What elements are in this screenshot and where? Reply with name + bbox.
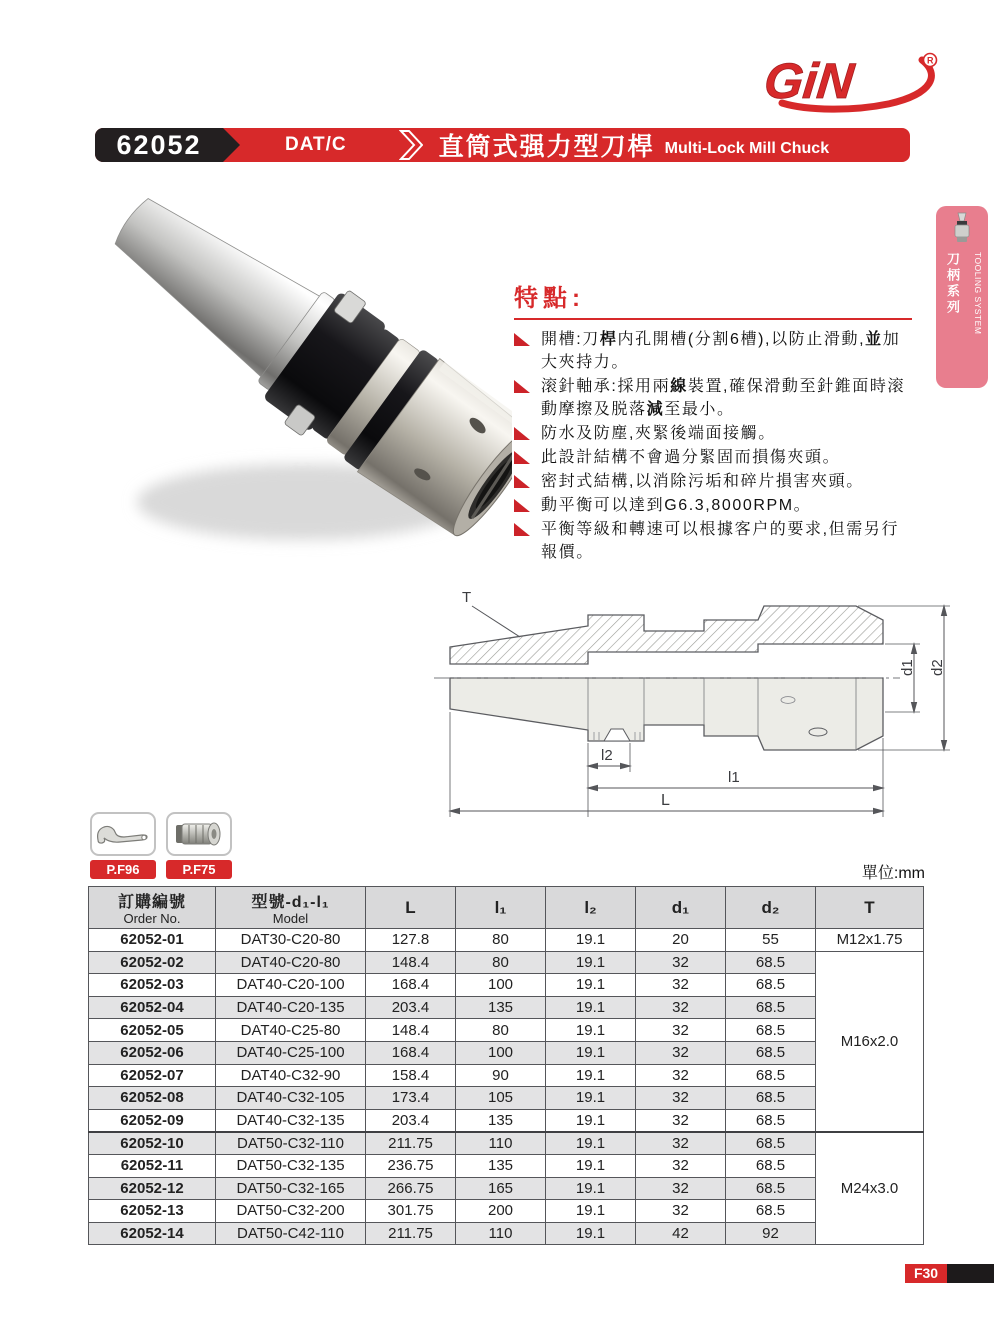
cell-model: DAT40-C20-80	[216, 951, 366, 974]
dim-label-d2: d2	[929, 659, 946, 676]
feature-text-segment: 至最小。	[664, 401, 735, 418]
col-header-L: L	[366, 887, 456, 929]
cell-d2: 68.5	[726, 1041, 816, 1064]
dim-label-d1: d1	[899, 659, 916, 676]
cell-d1: 32	[636, 1154, 726, 1177]
cell-order: 62052-14	[89, 1222, 216, 1245]
cell-order: 62052-01	[89, 929, 216, 952]
table-row	[89, 1177, 924, 1200]
technical-drawing	[428, 582, 963, 832]
feature-list	[514, 328, 912, 564]
cell-d1: 32	[636, 1177, 726, 1200]
cell-d2: 68.5	[726, 1109, 816, 1132]
cell-l1: 100	[456, 1041, 546, 1064]
cell-l2: 19.1	[546, 1177, 636, 1200]
cell-order: 62052-13	[89, 1200, 216, 1223]
cell-d1: 32	[636, 996, 726, 1019]
feature-item	[514, 518, 912, 564]
product-code-box	[95, 128, 223, 162]
table-row	[89, 1041, 924, 1064]
cell-L: 127.8	[366, 929, 456, 952]
table-row	[89, 1132, 924, 1155]
spec-table	[88, 886, 924, 1245]
header-bar	[95, 128, 910, 162]
accessory-page-ref-2: P.F75	[166, 860, 232, 879]
table-row	[89, 1087, 924, 1110]
cell-l2: 19.1	[546, 951, 636, 974]
cell-L: 211.75	[366, 1132, 456, 1155]
cell-d2: 68.5	[726, 1200, 816, 1223]
cell-L: 158.4	[366, 1064, 456, 1087]
cell-model: DAT50-C32-135	[216, 1154, 366, 1177]
cell-d2: 68.5	[726, 996, 816, 1019]
brand-logo-icon	[762, 48, 952, 126]
product-photo	[92, 172, 512, 580]
feature-item	[514, 422, 912, 445]
cell-L: 266.75	[366, 1177, 456, 1200]
cell-l2: 19.1	[546, 1154, 636, 1177]
side-tab-label-en: TOOLING SYSTEM	[973, 252, 983, 335]
cell-l1: 110	[456, 1132, 546, 1155]
spec-table-header-row	[89, 887, 924, 929]
table-row	[89, 974, 924, 997]
cell-order: 62052-12	[89, 1177, 216, 1200]
spec-table-body	[89, 929, 924, 1245]
feature-text-segment: 減	[646, 401, 665, 418]
cell-L: 173.4	[366, 1087, 456, 1110]
cell-l2: 19.1	[546, 1019, 636, 1042]
cell-d2: 68.5	[726, 1019, 816, 1042]
feature-item	[514, 494, 912, 517]
cell-model: DAT40-C32-90	[216, 1064, 366, 1087]
col-header-l2: l₂	[546, 887, 636, 929]
cell-model: DAT40-C20-135	[216, 996, 366, 1019]
accessory-thumb-collet	[166, 812, 232, 856]
dimension-drawing	[428, 582, 963, 832]
cell-model: DAT50-C32-165	[216, 1177, 366, 1200]
page-title-en: Multi-Lock Mill Chuck	[664, 139, 830, 157]
feature-item	[514, 375, 912, 421]
cell-l2: 19.1	[546, 929, 636, 952]
side-tab	[936, 206, 988, 388]
table-row	[89, 1154, 924, 1177]
cell-d2: 68.5	[726, 951, 816, 974]
table-row	[89, 1222, 924, 1245]
cell-order: 62052-07	[89, 1064, 216, 1087]
features-heading: 特點:	[514, 278, 912, 320]
table-row	[89, 1200, 924, 1223]
cell-l1: 80	[456, 929, 546, 952]
cell-l2: 19.1	[546, 974, 636, 997]
cell-l1: 110	[456, 1222, 546, 1245]
feature-text-segment: 動平衡可以達到G6.3,8000RPM。	[541, 497, 812, 514]
footer-bar	[947, 1264, 994, 1283]
cell-T: M12x1.75	[816, 929, 924, 952]
cell-l1: 135	[456, 1154, 546, 1177]
cell-d2: 68.5	[726, 1177, 816, 1200]
feature-text-segment: 桿	[599, 331, 618, 348]
cell-model: DAT40-C25-80	[216, 1019, 366, 1042]
feature-text-segment: 加大夾持力。	[541, 331, 901, 371]
unit-label: 單位:mm	[861, 865, 925, 882]
cell-l2: 19.1	[546, 1064, 636, 1087]
cell-order: 62052-04	[89, 996, 216, 1019]
cell-model: DAT50-C42-110	[216, 1222, 366, 1245]
cell-d1: 32	[636, 1087, 726, 1110]
cell-d1: 32	[636, 1109, 726, 1132]
cell-d1: 32	[636, 974, 726, 997]
table-row	[89, 1109, 924, 1132]
cell-L: 301.75	[366, 1200, 456, 1223]
feature-item	[514, 446, 912, 469]
cell-model: DAT40-C32-135	[216, 1109, 366, 1132]
feature-bullet-icon	[514, 475, 530, 488]
cell-d1: 20	[636, 929, 726, 952]
table-row	[89, 1064, 924, 1087]
accessory-page-ref-1: P.F96	[90, 860, 156, 879]
cell-d2: 68.5	[726, 1087, 816, 1110]
feature-item	[514, 470, 912, 493]
cell-d2: 92	[726, 1222, 816, 1245]
cell-T: M16x2.0	[816, 951, 924, 1132]
cell-d2: 68.5	[726, 1132, 816, 1155]
col-header-T: T	[816, 887, 924, 929]
cell-L: 148.4	[366, 951, 456, 974]
cell-l2: 19.1	[546, 1041, 636, 1064]
cell-order: 62052-02	[89, 951, 216, 974]
cell-l1: 105	[456, 1087, 546, 1110]
cell-l1: 80	[456, 951, 546, 974]
feature-text-segment: 並	[865, 331, 883, 348]
cell-order: 62052-09	[89, 1109, 216, 1132]
cell-L: 211.75	[366, 1222, 456, 1245]
header-chevron-icon	[399, 130, 423, 160]
cell-l2: 19.1	[546, 996, 636, 1019]
col-header-order: 訂購編號 Order No.	[89, 887, 216, 929]
feature-text-segment: 此設計結構不會過分緊固而損傷夾頭。	[541, 449, 841, 466]
series-label: DAT/C	[285, 134, 347, 155]
cell-l1: 135	[456, 996, 546, 1019]
cell-order: 62052-05	[89, 1019, 216, 1042]
registered-mark: R	[927, 55, 934, 66]
cell-d2: 55	[726, 929, 816, 952]
feature-bullet-icon	[514, 499, 530, 512]
cell-model: DAT40-C32-105	[216, 1087, 366, 1110]
table-row	[89, 1019, 924, 1042]
col-header-d1: d₁	[636, 887, 726, 929]
feature-bullet-icon	[514, 427, 530, 440]
cell-l1: 165	[456, 1177, 546, 1200]
feature-bullet-icon	[514, 451, 530, 464]
tooling-system-icon	[944, 211, 980, 245]
cell-L: 168.4	[366, 1041, 456, 1064]
cell-order: 62052-11	[89, 1154, 216, 1177]
cell-L: 236.75	[366, 1154, 456, 1177]
cell-d1: 32	[636, 1132, 726, 1155]
accessory-thumb-spanner	[90, 812, 156, 856]
cell-l1: 200	[456, 1200, 546, 1223]
mill-chuck-image	[92, 172, 512, 580]
dim-label-L: L	[661, 792, 670, 809]
cell-l1: 90	[456, 1064, 546, 1087]
product-code: 62052	[116, 129, 202, 160]
cell-l2: 19.1	[546, 1200, 636, 1223]
cell-l1: 80	[456, 1019, 546, 1042]
cell-order: 62052-08	[89, 1087, 216, 1110]
cell-order: 62052-10	[89, 1132, 216, 1155]
cell-l2: 19.1	[546, 1087, 636, 1110]
cell-d2: 68.5	[726, 974, 816, 997]
feature-text-segment: 密封式結構,以消除污垢和碎片損害夾頭。	[541, 473, 864, 490]
cell-d1: 32	[636, 951, 726, 974]
feature-text-segment: 線	[670, 378, 688, 395]
cell-l1: 100	[456, 974, 546, 997]
collet-sleeve-icon	[170, 817, 228, 851]
cell-d1: 32	[636, 1200, 726, 1223]
cell-model: DAT40-C25-100	[216, 1041, 366, 1064]
cell-l1: 135	[456, 1109, 546, 1132]
col-header-d2: d₂	[726, 887, 816, 929]
col-header-l1: l₁	[456, 887, 546, 929]
hook-spanner-icon	[94, 818, 152, 850]
feature-text-segment: 裝置,確保滑動至針錐面時滚動摩擦及脱落	[541, 378, 906, 418]
cell-d1: 42	[636, 1222, 726, 1245]
feature-bullet-icon	[514, 333, 530, 346]
cell-L: 168.4	[366, 974, 456, 997]
page-title-zh: 直筒式强力型刀桿	[438, 133, 655, 161]
cell-model: DAT30-C20-80	[216, 929, 366, 952]
cell-order: 62052-03	[89, 974, 216, 997]
dim-label-l2: l2	[601, 747, 613, 764]
feature-bullet-icon	[514, 523, 530, 536]
brand-logo	[762, 48, 952, 126]
features-section	[514, 278, 912, 565]
cell-l2: 19.1	[546, 1132, 636, 1155]
cell-d2: 68.5	[726, 1064, 816, 1087]
brand-logo-text: GiN	[762, 53, 857, 109]
cell-l2: 19.1	[546, 1222, 636, 1245]
cell-d2: 68.5	[726, 1154, 816, 1177]
cell-d1: 32	[636, 1064, 726, 1087]
cell-d1: 32	[636, 1019, 726, 1042]
cell-L: 203.4	[366, 996, 456, 1019]
page-number-badge: F30	[905, 1264, 947, 1283]
col-header-model: 型號-d₁-l₁ Model	[216, 887, 366, 929]
table-row	[89, 996, 924, 1019]
cell-model: DAT50-C32-200	[216, 1200, 366, 1223]
table-row	[89, 929, 924, 952]
cell-model: DAT50-C32-110	[216, 1132, 366, 1155]
dim-label-T: T	[462, 589, 472, 606]
feature-text-segment: 防水及防塵,夾緊後端面接觸。	[541, 425, 776, 442]
cell-l2: 19.1	[546, 1109, 636, 1132]
feature-text-segment: 開槽:刀	[541, 331, 600, 348]
feature-bullet-icon	[514, 380, 530, 393]
feature-item	[514, 328, 912, 374]
cell-L: 148.4	[366, 1019, 456, 1042]
feature-text-segment: 内孔開槽(分割6槽),以防止滑動,	[617, 331, 866, 348]
side-tab-label-zh: 刀柄系列	[945, 252, 960, 316]
cell-T: M24x3.0	[816, 1132, 924, 1245]
cell-L: 203.4	[366, 1109, 456, 1132]
feature-text-segment: 平衡等級和轉速可以根據客户的要求,但需另行報價。	[541, 521, 900, 561]
cell-d1: 32	[636, 1041, 726, 1064]
cell-model: DAT40-C20-100	[216, 974, 366, 997]
feature-text-segment: 滚針軸承:採用兩	[541, 378, 671, 395]
dim-label-l1: l1	[728, 769, 740, 786]
table-row	[89, 951, 924, 974]
cell-order: 62052-06	[89, 1041, 216, 1064]
